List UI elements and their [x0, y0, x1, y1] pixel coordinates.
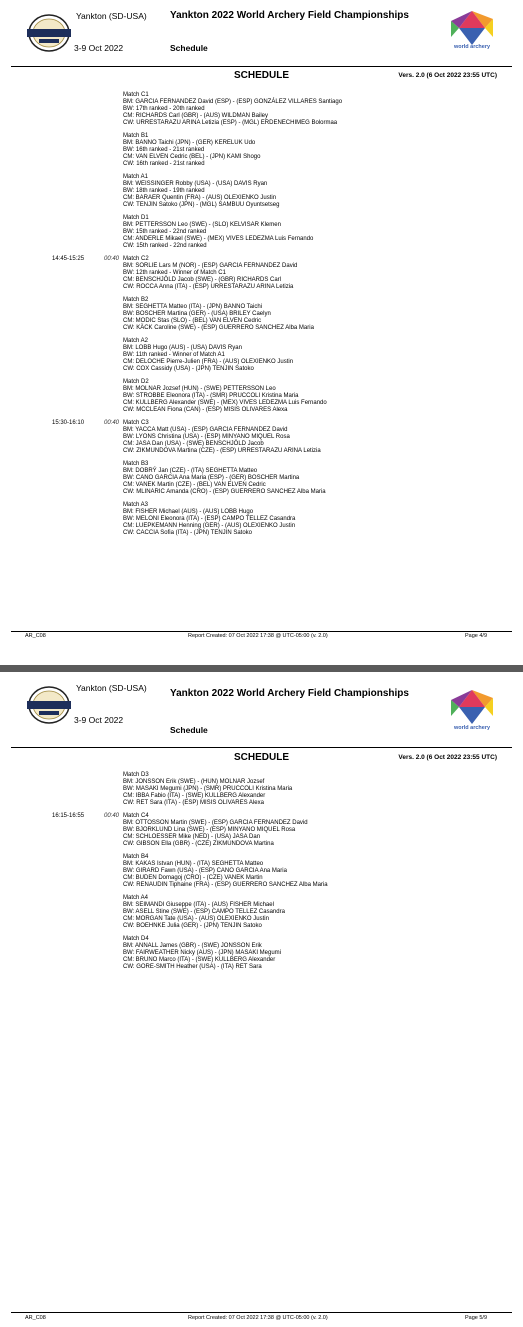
match-pairing: BM: OTTOSSON Martin (SWE) - (ESP) GARCIA FERNANDEZ David: [123, 820, 308, 826]
match-pairing: BM: LOBB Hugo (AUS) - (USA) DAVIS Ryan: [123, 345, 242, 351]
match-pairing: CM: ANDERLE Mikael (SWE) - (MEX) VIVES LEDEZMA Luis Fernando: [123, 236, 314, 242]
match-pairing: CM: RICHARDS Carl (GBR) - (AUS) WILDMAN Bailey: [123, 113, 269, 119]
header-divider: [11, 66, 512, 67]
match-pairing: CW: MCCLEAN Fiona (CAN) - (ESP) MISIS OLIVARES Alexa: [123, 407, 288, 413]
schedule-title: SCHEDULE: [233, 752, 289, 763]
match-pairing: BW: BJORKLUND Lina (SWE) - (ESP) MINYANO MIQUEL Rosa: [123, 827, 296, 833]
match-pairing: BW: MELONI Eleonora (ITA) - (ESP) CAMPO TELLEZ Casandra: [123, 516, 296, 522]
match-pairing: BM: MOLNAR Jozsef (HUN) - (SWE) PETTERSSON Leo: [123, 386, 276, 392]
match-name: Match C1: [123, 92, 149, 98]
event-location: Yankton (SD-USA): [76, 683, 147, 693]
report-code: AR_C08: [25, 633, 46, 639]
match-pairing: CM: LUEPKEMANN Henning (GER) - (AUS) OLEXIENKO Justin: [123, 523, 296, 529]
match-pairing: CW: COX Cassidy (USA) - (JPN) TENJIN Satoko: [123, 366, 254, 372]
report-subtitle: Schedule: [170, 43, 208, 53]
match-pairing: CW: ROCCA Anna (ITA) - (ESP) URRESTARAZU ARINA Letizia: [123, 284, 294, 290]
match-pairing: CW: MLINARIC Amanda (CRO) - (ESP) GUERRERO SANCHEZ Alba Maria: [123, 489, 326, 495]
match-pairing: CW: GIBSON Ella (GBR) - (CZE) ZIKMUNDOVA Martina: [123, 841, 274, 847]
footer-divider: [11, 631, 512, 632]
report-created: Report Created: 07 Oct 2022 17:38 @ UTC-05:00 (v. 2.0): [188, 1315, 328, 1321]
version-label: Vers. 2.0 (6 Oct 2022 23:55 UTC): [398, 754, 497, 761]
match-pairing: CW: KÄCK Caroline (SWE) - (ESP) GUERRERO SANCHEZ Alba Maria: [123, 325, 314, 331]
match-name: Match A2: [123, 338, 149, 344]
time-slot: 15:30-16:10: [52, 420, 85, 426]
match-pairing: BM: PETTERSSON Leo (SWE) - (SLO) KELVISAR Klemen: [123, 222, 281, 228]
match-pairing: BM: DOBRÝ Jan (CZE) - (ITA) SEGHETTA Matteo: [123, 468, 258, 474]
match-pairing: CM: IBBA Fabio (ITA) - (SWE) KULLBERG Alexander: [123, 793, 266, 799]
match-pairing: BM: FISHER Michael (AUS) - (AUS) LOBB Hugo: [123, 509, 254, 515]
match-pairing: CW: CACCIA Sofia (ITA) - (JPN) TENJIN Satoko: [123, 530, 253, 536]
championship-logo: [25, 685, 73, 725]
duration: 00:40: [104, 813, 120, 819]
match-pairing: CW: TENJIN Satoko (JPN) - (MGL) SAMBUU Oyuntsetseg: [123, 202, 280, 208]
match-pairing: CW: BOEHNKE Julia (GER) - (JPN) TENJIN Satoko: [123, 923, 262, 929]
match-pairing: CM: BRUNO Marco (ITA) - (SWE) KULLBERG Alexander: [123, 957, 276, 963]
report-page: [0, 672, 523, 1327]
match-pairing: BM: WEISSINGER Robby (USA) - (USA) DAVIS Ryan: [123, 181, 268, 187]
footer-divider: [11, 1312, 512, 1313]
duration: 00:40: [104, 256, 120, 262]
match-pairing: BW: FAIRWEATHER Nicky (AUS) - (JPN) MASAKI Megumi: [123, 950, 282, 956]
time-slot: 14:45-15:25: [52, 256, 85, 262]
report-created: Report Created: 07 Oct 2022 17:38 @ UTC-05:00 (v. 2.0): [188, 633, 328, 639]
world-archery-logo-text: world archery: [453, 725, 491, 731]
match-pairing: CM: BUDEN Domagoj (CRO) - (CZE) VANEK Martin: [123, 875, 263, 881]
match-pairing: BW: STROBBE Eleonora (ITA) - (SMR) PRUCCOLI Kristina Maria: [123, 393, 299, 399]
match-pairing: BM: ANNALL James (GBR) - (SWE) JONSSON Erik: [123, 943, 262, 949]
match-pairing: BM: YACCA Matt (USA) - (ESP) GARCIA FERNANDEZ David: [123, 427, 288, 433]
match-pairing: CW: RENAUDIN Tiphaine (FRA) - (ESP) GUERRERO SANCHEZ Alba Maria: [123, 882, 328, 888]
match-pairing: BM: SORLIE Lars M (NOR) - (ESP) GARCIA FERNANDEZ David: [123, 263, 298, 269]
event-title: Yankton 2022 World Archery Field Championships: [170, 10, 409, 21]
event-title: Yankton 2022 World Archery Field Championships: [170, 688, 409, 699]
match-pairing: CM: KULLBERG Alexander (SWE) - (MEX) VIVES LEDEZMA Luis Fernando: [123, 400, 327, 406]
match-pairing: BM: JONSSON Erik (SWE) - (HUN) MOLNAR Jozsef: [123, 779, 265, 785]
match-pairing: BM: GARCIA FERNANDEZ David (ESP) - (ESP) GONZÁLEZ VILLARES Santiago: [123, 99, 343, 105]
match-pairing: CM: SCHLOESSER Mike (NED) - (USA) JASA Dan: [123, 834, 261, 840]
match-name: Match B3: [123, 461, 149, 467]
match-pairing: CM: VANEK Martin (CZE) - (BEL) VAN ELVEN Cedric: [123, 482, 266, 488]
event-dates: 3-9 Oct 2022: [74, 715, 124, 725]
match-pairing: BM: SEIMANDI Giuseppe (ITA) - (AUS) FISHER Michael: [123, 902, 274, 908]
match-name: Match D4: [123, 936, 149, 942]
championship-logo: [25, 13, 73, 53]
match-pairing: BM: BANNO Taichi (JPN) - (GER) KERELUK Udo: [123, 140, 256, 146]
match-name: Match A1: [123, 174, 149, 180]
match-pairing: CW: GORE-SMITH Heather (USA) - (ITA) RET Sara: [123, 964, 262, 970]
match-pairing: BW: CANO GARCIA Ana Maria (ESP) - (GER) BOSCHER Martina: [123, 475, 300, 481]
match-pairing: CW: URRESTARAZU ARINA Letizia (ESP) - (MGL) ERDENECHIMEG Bolormaa: [123, 120, 338, 126]
header-divider: [11, 747, 512, 748]
match-pairing: CW: ZIKMUNDOVA Martina (CZE) - (ESP) URRESTARAZU ARINA Letizia: [123, 448, 321, 454]
match-name: Match B4: [123, 854, 149, 860]
match-pairing: BW: 11th ranked - Winner of Match A1: [123, 352, 225, 358]
event-location: Yankton (SD-USA): [76, 11, 147, 21]
match-pairing: CM: DELOCHE Pierre-Julien (FRA) - (AUS) OLEXIENKO Justin: [123, 359, 294, 365]
match-pairing: CW: 15th ranked - 22nd ranked: [123, 243, 207, 249]
match-pairing: CM: MORGAN Tate (USA) - (AUS) OLEXIENKO Justin: [123, 916, 269, 922]
match-pairing: CW: RET Sara (ITA) - (ESP) MISIS OLIVARES Alexa: [123, 800, 264, 806]
match-name: Match D2: [123, 379, 149, 385]
page-number: Page 4/9: [465, 633, 488, 639]
match-name: Match A3: [123, 502, 149, 508]
match-pairing: CM: JASA Dan (USA) - (SWE) BENSCHJÖLD Jacob: [123, 441, 264, 447]
match-pairing: CM: BENSCHJÖLD Jacob (SWE) - (GBR) RICHARDS Carl: [123, 277, 282, 283]
report-code: AR_C08: [25, 1315, 46, 1321]
match-name: Match D1: [123, 215, 149, 221]
match-name: Match C3: [123, 420, 149, 426]
match-pairing: CW: 16th ranked - 21st ranked: [123, 161, 205, 167]
match-pairing: BW: 15th ranked - 22nd ranked: [123, 229, 207, 235]
schedule-title: SCHEDULE: [233, 70, 289, 81]
match-pairing: BW: 16th ranked - 21st ranked: [123, 147, 205, 153]
match-pairing: BM: KAKAS Istvan (HUN) - (ITA) SEGHETTA Matteo: [123, 861, 264, 867]
match-name: Match D3: [123, 772, 149, 778]
match-name: Match C2: [123, 256, 149, 262]
match-name: Match C4: [123, 813, 149, 819]
match-pairing: BW: MASAKI Megumi (JPN) - (SMR) PRUCCOLI Kristina Maria: [123, 786, 293, 792]
event-dates: 3-9 Oct 2022: [74, 43, 124, 53]
match-pairing: CM: BARAER Quentin (FRA) - (AUS) OLEXIENKO Justin: [123, 195, 277, 201]
match-pairing: BW: LYONS Christina (USA) - (ESP) MINYANO MIQUEL Rosa: [123, 434, 290, 440]
report-subtitle: Schedule: [170, 725, 208, 735]
match-pairing: BW: 12th ranked - Winner of Match C1: [123, 270, 226, 276]
match-pairing: BM: SEGHETTA Matteo (ITA) - (JPN) BANNO Taichi: [123, 304, 263, 310]
match-pairing: BW: GIRARD Fawn (USA) - (ESP) CANO GARCIA Ana Maria: [123, 868, 287, 874]
match-name: Match B2: [123, 297, 149, 303]
match-name: Match B1: [123, 133, 149, 139]
match-pairing: BW: 18th ranked - 19th ranked: [123, 188, 205, 194]
match-pairing: BW: ASELL Stine (SWE) - (ESP) CAMPO TELLEZ Casandra: [123, 909, 285, 915]
time-slot: 16:15-16:55: [52, 813, 85, 819]
world-archery-logo-text: world archery: [453, 44, 491, 50]
version-label: Vers. 2.0 (6 Oct 2022 23:55 UTC): [398, 72, 497, 79]
match-pairing: CM: MODIC Stas (SLO) - (BEL) VAN ELVEN Cedric: [123, 318, 262, 324]
duration: 00:40: [104, 420, 120, 426]
match-name: Match A4: [123, 895, 149, 901]
match-pairing: CM: VAN ELVEN Cedric (BEL) - (JPN) KAMI Shogo: [123, 154, 261, 160]
match-pairing: BW: 17th ranked - 20th ranked: [123, 106, 205, 112]
match-pairing: BW: BOSCHER Martina (GER) - (USA) BRILEY Caelyn: [123, 311, 271, 317]
page-number: Page 5/9: [465, 1315, 488, 1321]
